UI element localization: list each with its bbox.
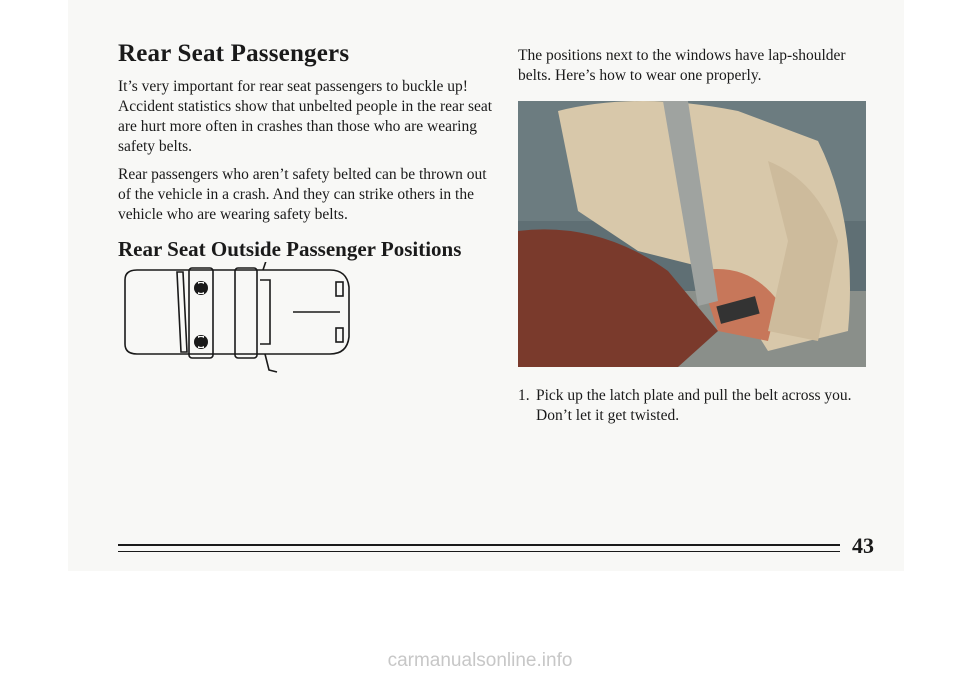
- warning-paragraph: Rear passengers who aren’t safety belted can be thrown out of the vehicle in a crash. And they can strike others in the vehicle who are wearing safety belts.: [118, 166, 487, 223]
- left-column: [118, 40, 498, 262]
- intro-paragraph: It’s very important for rear seat passengers to buckle up! Accident statistics show that unbelted people in the rear seat are hurt more often in crashes than those who are wearing safety belts.: [118, 78, 493, 155]
- vehicle-seat-diagram: [115, 262, 355, 382]
- subsection-heading: Rear Seat Outside Passenger Positions: [118, 237, 462, 261]
- right-intro-paragraph: The positions next to the windows have lap-shoulder belts. Here’s how to wear one properly.: [518, 47, 846, 84]
- step-number: 1.: [518, 387, 530, 404]
- step-list: [518, 386, 878, 426]
- step-text: Pick up the latch plate and pull the belt across you. Don’t let it get twisted.: [536, 387, 852, 424]
- footer-rule-thick: [118, 544, 840, 546]
- watermark: carmanualsonline.info: [387, 650, 573, 671]
- footer-rule-thin: [118, 551, 840, 552]
- seatbelt-photo: [518, 101, 866, 367]
- page-number: 43: [852, 533, 874, 558]
- right-column: [518, 46, 878, 94]
- section-heading: Rear Seat Passengers: [118, 40, 350, 67]
